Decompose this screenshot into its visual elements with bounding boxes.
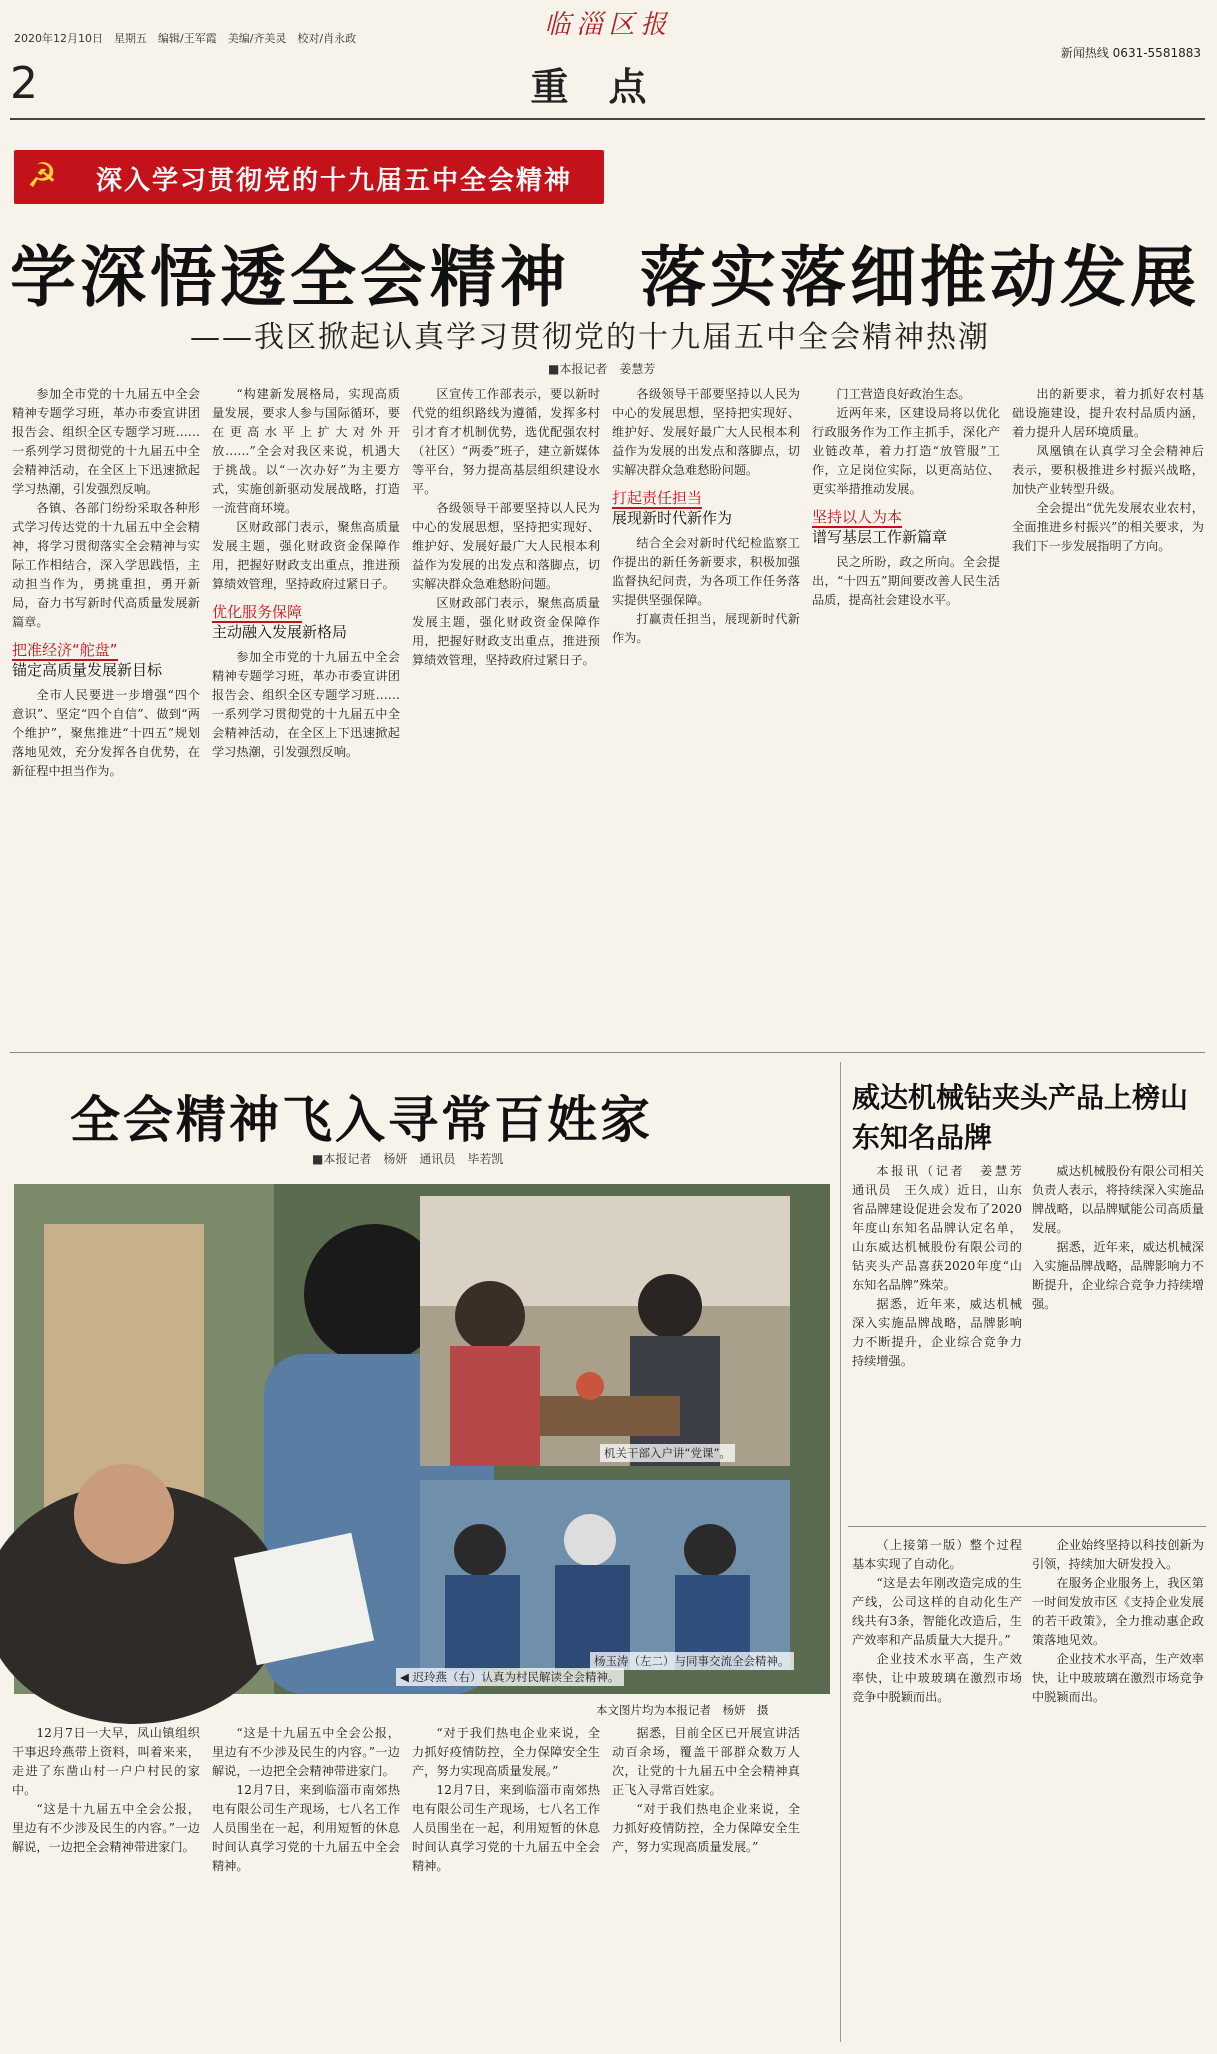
paragraph: （上接第一版）整个过程基本实现了自动化。 [852, 1538, 1022, 1571]
paragraph: 12月7日，来到临淄市南郊热电有限公司生产现场，七八名工作人员围坐在一起，利用短暂的休息时间认真学习党的十九届五中全会精神。 [412, 1783, 600, 1873]
right-headline: 威达机械钻夹头产品上榜山东知名品牌 [852, 1081, 1189, 1154]
photo-home-visit [420, 1196, 790, 1466]
paragraph: 企业技术水平高，生产效率快，让中玻玻璃在激烈市场竞争中脱颖而出。 [1032, 1652, 1204, 1704]
date-line: 2020年12月10日 星期五 编辑/王军霞 美编/齐美灵 校对/肖永政 [14, 32, 357, 45]
paragraph: 近两年来，区建设局将以优化行政服务作为工作主抓手，深化产业链改革，着力打造“放管服”工作，立足岗位实际，以更高站位、更实举措推动发展。 [812, 406, 1000, 496]
caption-home: 机关干部入户讲“党课”。 [600, 1444, 735, 1462]
right-column-3 [852, 1536, 1022, 2044]
lead-headline: 学深悟透全会精神 落实落细推动发展 [10, 238, 1200, 316]
paragraph: 据悉，近年来，威达机械深入实施品牌战略，品牌影响力不断提升，企业综合竞争力持续增强。 [852, 1297, 1022, 1368]
caption-main: ◀ 迟玲燕（右）认真为村民解读全会精神。 [396, 1668, 624, 1686]
second-byline: ■本报记者 杨妍 通讯员 毕若凯 [312, 1152, 504, 1166]
paragraph: 12月7日，来到临淄市南郊热电有限公司生产现场，七八名工作人员围坐在一起，利用短暂的休息时间认真学习党的十九届五中全会精神。 [212, 1783, 400, 1873]
paragraph: “构建新发展格局，实现高质量发展，要求人参与国际循环，要在更高水平上扩大对外开放……”全会对我区来说，机遇大于挑战。以“一次办好”为主要方式，实施创新驱动发展战略，打造一流营商环境。 [212, 387, 400, 515]
second-column-3 [412, 1724, 600, 2044]
caption-plant: 杨玉涛（左二）与同事交流全会精神。 [590, 1652, 794, 1670]
right-column-divider [840, 1062, 841, 2042]
party-emblem-icon: ☭ [26, 156, 58, 196]
subhead-people [812, 507, 1000, 547]
paragraph: 参加全市党的十九届五中全会精神专题学习班，革办市委宣讲团报告会、组织全区专题学习班……一系列学习贯彻党的十九届五中全会精神活动，在全区上下迅速掀起学习热潮，引发强烈反响。 [12, 387, 200, 496]
paragraph: 各级领导干部要坚持以人民为中心的发展思想，坚持把实现好、维护好、发展好最广大人民根本利益作为发展的出发点和落脚点，切实解决群众急难愁盼问题。 [412, 501, 600, 591]
subhead-economy [12, 640, 200, 680]
paragraph: 区财政部门表示，聚焦高质量发展主题，强化财政资金保障作用，把握好财政支出重点，推进预算绩效管理，坚持政府过紧日子。 [412, 596, 600, 667]
masthead: 临淄区报 [544, 10, 673, 40]
lead-byline: ■本报记者 姜慧芳 [548, 362, 656, 376]
subhead-responsibility [612, 488, 800, 528]
paragraph: 结合全会对新时代纪检监察工作提出的新任务新要求，积极加强监督执纪问责，为各项工作任务落实提供坚强保障。 [612, 536, 800, 607]
subhead-key: 把准经济“舵盘” [12, 641, 118, 659]
paragraph: 出的新要求，着力抓好农村基础设施建设，提升农村品质内涵，着力提升人居环境质量。 [1012, 387, 1204, 439]
lead-column-5 [812, 385, 1000, 1035]
paragraph: 凤凰镇在认真学习全会精神后表示，要积极推进乡村振兴战略，加快产业转型升级。 [1012, 444, 1204, 496]
banner-text: 深入学习贯彻党的十九届五中全会精神 [96, 166, 573, 196]
subhead-key: 打起责任担当 [612, 489, 703, 507]
right-divider [848, 1526, 1206, 1527]
subhead-rest: 主动融入发展新格局 [212, 623, 348, 641]
paragraph: 据悉，目前全区已开展宣讲活动百余场，覆盖干部群众数万人次，让党的十九届五中全会精神真正飞入寻常百姓家。 [612, 1726, 800, 1797]
section-title: 重点 [530, 64, 687, 109]
photo-credit: 本文图片均为本报记者 杨妍 摄 [596, 1703, 769, 1717]
paragraph: 企业始终坚持以科技创新为引领，持续加大研发投入。 [1032, 1538, 1204, 1571]
lead-column-6 [1012, 385, 1204, 1035]
header-rule [10, 118, 1205, 120]
right-column-2 [1032, 1162, 1204, 1512]
right-column-1 [852, 1162, 1035, 1512]
paragraph: “这是去年刚改造完成的生产线，公司这样的自动化生产线共有3条，智能化改造后，生产效率和产品质量大大提升。” [852, 1576, 1022, 1647]
paragraph: 威达机械股份有限公司相关负责人表示，将持续深入实施品牌战略，以品牌赋能公司高质量发展。 [1032, 1164, 1204, 1235]
paragraph: 区财政部门表示，聚焦高质量发展主题，强化财政资金保障作用，把握好财政支出重点，推进预算绩效管理，坚持政府过紧日子。 [212, 520, 400, 591]
page-number: 2 [10, 58, 38, 109]
lead-column-1 [12, 385, 200, 1035]
paragraph: “对于我们热电企业来说，全力抓好疫情防控，全力保障安全生产，努力实现高质量发展。” [412, 1726, 600, 1778]
inset-photo-home [420, 1196, 790, 1466]
paragraph: “对于我们热电企业来说，全力抓好疫情防控，全力保障安全生产，努力实现高质量发展。” [612, 1802, 800, 1854]
lead-column-4 [612, 385, 800, 1035]
second-column-4 [612, 1724, 800, 2044]
subhead-key: 优化服务保障 [212, 603, 303, 621]
paragraph: 本报讯（记者 姜慧芳 通讯员 王久成）近日，山东省品牌建设促进会发布了2020年度山东知名品牌认定名单，山东威达机械股份有限公司的钻夹头产品喜获2020年度“山东知名品牌”殊荣。 [852, 1164, 1035, 1292]
subhead-rest: 锚定高质量发展新目标 [12, 661, 163, 679]
right-column-4 [1032, 1536, 1204, 2044]
paragraph: “这是十九届五中全会公报，里边有不少涉及民生的内容。”一边解说，一边把全会精神带进家门。 [12, 1802, 200, 1854]
paragraph: 全会提出“优先发展农业农村，全面推进乡村振兴”的相关要求，为我们下一步发展指明了方向。 [1012, 501, 1204, 553]
paragraph: 全市人民要进一步增强“四个意识”、坚定“四个自信”、做到“两个维护”，聚焦推进“十四五”规划落地见效，充分发挥各自优势，在新征程中担当作为。 [12, 688, 200, 778]
paragraph: “这是十九届五中全会公报，里边有不少涉及民生的内容。”一边解说，一边把全会精神带进家门。 [212, 1726, 400, 1778]
photo-plant-workers [420, 1480, 790, 1670]
section-divider [10, 1052, 1205, 1053]
paragraph: 门工营造良好政治生态。 [836, 387, 971, 401]
subhead-key: 坚持以人为本 [812, 508, 903, 526]
paragraph: 在服务企业服务上，我区第一时间发放市区《支持企业发展的若干政策》，全力推动惠企政策落地见效。 [1032, 1576, 1204, 1647]
inset-photo-plant [420, 1480, 790, 1670]
lead-column-3 [412, 385, 600, 1035]
paragraph: 区宣传工作部表示，要以新时代党的组织路线为遵循，发挥多村引才育才机制优势，选优配强农村（社区）“两委”班子，建立新媒体等平台，努力提高基层组织建设水平。 [412, 387, 600, 496]
hotline: 新闻热线 0631-5581883 [1060, 46, 1201, 60]
subhead-service [212, 602, 400, 642]
second-column-1 [12, 1724, 200, 2044]
paragraph: 据悉，近年来，威达机械深入实施品牌战略，品牌影响力不断提升，企业综合竞争力持续增强。 [1032, 1240, 1204, 1311]
paragraph: 12月7日一大早，凤山镇组织干事迟玲燕带上资料，叫着来来，走进了东凿山村一户户村民的家中。 [12, 1726, 200, 1797]
paragraph: 各级领导干部要坚持以人民为中心的发展思想，坚持把实现好、维护好、发展好最广大人民根本利益作为发展的出发点和落脚点，切实解决群众急难愁盼问题。 [612, 387, 800, 477]
paragraph: 打赢责任担当，展现新时代新作为。 [612, 612, 800, 645]
paragraph: 民之所盼，政之所向。全会提出，“十四五”期间要改善人民生活品质，提高社会建设水平。 [812, 555, 1000, 607]
paragraph: 参加全市党的十九届五中全会精神专题学习班，革办市委宣讲团报告会、组织全区专题学习班……一系列学习贯彻党的十九届五中全会精神活动，在全区上下迅速掀起学习热潮，引发强烈反响。 [212, 650, 400, 759]
lead-subheadline: ——我区掀起认真学习贯彻党的十九届五中全会精神热潮 [190, 320, 990, 355]
paragraph: 各镇、各部门纷纷采取各种形式学习传达党的十九届五中全会精神，将学习贯彻落实全会精神与实际工作相结合，深入学思践悟，主动担当作为，勇挑重担，勇开新局，奋力书写新时代高质量发展新篇章。 [12, 501, 200, 629]
subhead-rest: 展现新时代新作为 [612, 509, 733, 527]
subhead-rest: 谱写基层工作新篇章 [812, 528, 948, 546]
second-headline: 全会精神飞入寻常百姓家 [70, 1090, 653, 1149]
paragraph: 企业技术水平高，生产效率快，让中玻玻璃在激烈市场竞争中脱颖而出。 [852, 1652, 1022, 1704]
lead-column-2 [212, 385, 400, 1035]
second-column-2 [212, 1724, 400, 2044]
